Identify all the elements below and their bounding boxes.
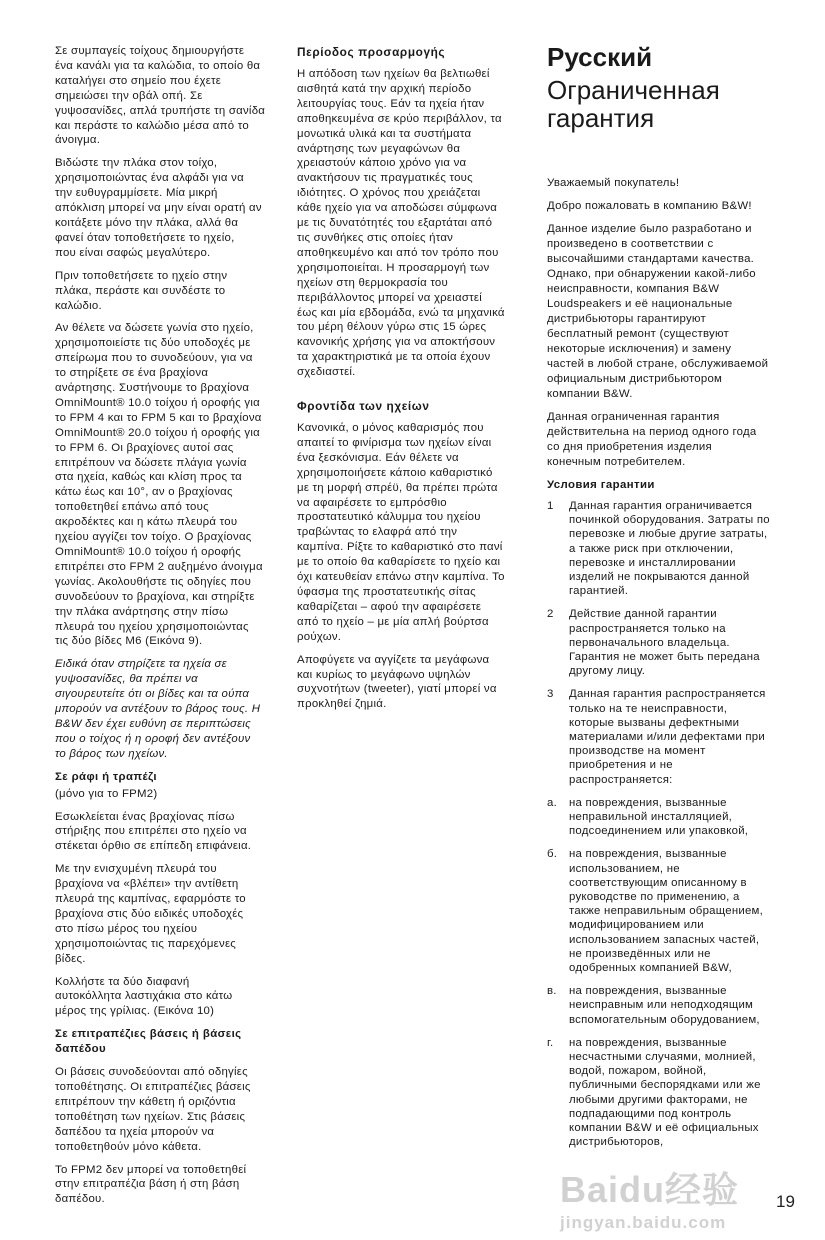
section-heading: Σε επιτραπέζιες βάσεις ή βάσεις δαπέδου: [55, 1028, 242, 1056]
paragraph: Με την ενισχυμένη πλευρά του βραχίονα να «βλέπει» την αντίθετη πλευρά της καμπίνας, εφαρμόστε το βραχίονα στις δύο ειδικές υποδοχές στο πίσω μέρος του ηχείου χρησιμοποιώντας τις παρεχόμενες βίδες.: [55, 863, 246, 965]
list-item: [547, 847, 787, 975]
page-title: Ограниченная гарантия: [547, 75, 720, 133]
list-item-text: Данная гарантия распространяется только на те неисправности, которые вызваны дефектными материалами и/или дефектами при производстве на момент приобретения и не распространяется:: [569, 688, 766, 786]
column-greek-installation: [55, 44, 290, 1215]
watermark-url: jingyan.baidu.com: [560, 1213, 727, 1232]
list-item: [547, 984, 787, 1027]
page-number: 19: [776, 1192, 795, 1211]
paragraph: Данная ограниченная гарантия действительна на период одного года со дня приобретения изделия конечным потребителем.: [547, 411, 757, 468]
list-item-text: Данная гарантия ограничивается починкой оборудования. Затраты по перевозке и любые другие затраты, а также риск при отключении, перевозке и инсталлировании изделий не покрываются данной гарантией.: [569, 499, 770, 598]
paragraph: Το FPM2 δεν μπορεί να τοποθετηθεί στην επιτραπέζια βάση ή στη βάση δαπέδου.: [55, 1163, 247, 1206]
section-heading: Σε ράφι ή τραπέζι: [55, 770, 157, 783]
list-item-text: Действие данной гарантии распространяется только на первоначального владельца. Гарантия не может быть передана другому лицу.: [569, 608, 760, 678]
column-greek-care: [297, 44, 532, 720]
watermark-logo: Baidu经验: [560, 1169, 740, 1210]
paragraph: Βιδώστε την πλάκα στον τοίχο, χρησιμοποιώντας ένα αλφάδι για να την ευθυγραμμίσετε. Μία μικρή απόκλιση μπορεί να μην είναι ορατή αν κοιτάξετε μόνο την πλάκα, αλλά θα φανεί όταν τοποθετήσετε το ηχείο, που είναι σαφώς μεγαλύτερο.: [55, 157, 262, 259]
list-item-number: 2: [547, 608, 554, 621]
language-heading: Русский: [547, 42, 653, 72]
section-heading: Περίοδος προσαρμογής: [297, 45, 446, 59]
list-item-text: на повреждения, вызванные неправильной инсталляцией, подсоединением или упаковкой,: [569, 796, 749, 838]
list-item: [547, 687, 787, 786]
list-item-number: в.: [547, 985, 557, 998]
list-item-number: г.: [547, 1036, 554, 1049]
list-item: [547, 796, 787, 839]
paragraph: Данное изделие было разработано и произведено в соответствии с высочайшими стандартами качества. Однако, при обнаружении какой-либо неисправности, компания B&W Loudspeakers и её национальные дистрибьюторы гарантируют бесплатный ремонт (существуют некоторые исключения) и замену частей в любой стране, обслуживаемой официальным дистрибьютором компании B&W.: [547, 223, 769, 400]
paragraph: Πριν τοποθετήσετε το ηχείο στην πλάκα, περάστε και συνδέστε το καλώδιο.: [55, 269, 228, 312]
paragraph: Уважаемый покупатель!: [547, 177, 680, 189]
column-russian-warranty: [547, 44, 787, 1158]
warranty-conditions-list: [547, 499, 787, 1150]
list-item-number: а.: [547, 796, 557, 809]
list-item-number: 1: [547, 499, 554, 512]
paragraph: Αποφύγετε να αγγίζετε τα μεγάφωνα και κυρίως το μεγάφωνο υψηλών συχνοτήτων (tweeter), γιατί μπορεί να προκληθεί ζημιά.: [297, 653, 497, 711]
list-item: [547, 1036, 787, 1150]
paragraph: Οι βάσεις συνοδεύονται από οδηγίες τοποθέτησης. Οι επιτραπέζιες βάσεις επιτρέπουν την κάθετη ή οριζόντια τοποθέτηση των ηχείων. Στις βάσεις δαπέδου τα ηχεία μπορούν να τοποθετηθούν μόνο κάθετα.: [55, 1066, 251, 1153]
paragraph: Κολλήστε τα δύο διαφανή αυτοκόλλητα λαστιχάκια στο κάτω μέρος της γρίλιας. (Εικόνα 10): [55, 975, 233, 1018]
list-item: [547, 499, 787, 598]
paragraph: Σε συμπαγείς τοίχους δημιουργήστε ένα κανάλι για τα καλώδια, το οποίο θα καταλήγει στο σημείο που έχετε σημειώσει την οβάλ οπή. Σε γυψοσανίδες, απλά τρυπήστε τη σανίδα και περάστε το καλώδιο μέσα από το άνοιγμα.: [55, 45, 266, 147]
list-item-text: на повреждения, вызванные несчастными случаями, молнией, водой, пожаром, войной, публичными беспорядками или же любыми другими факторами, не подпадающими под контроль компании B&W и её официальных дистрибьюторов,: [569, 1036, 761, 1149]
section-subheading: (μόνο για το FPM2): [55, 787, 158, 800]
paragraph: Εσωκλείεται ένας βραχίονας πίσω στήριξης που επιτρέπει στο ηχείο να στέκεται όρθιο σε επίπεδη επιφάνεια.: [55, 810, 252, 853]
paragraph: Αν θέλετε να δώσετε γωνία στο ηχείο, χρησιμοποιείστε τις δύο υποδοχές με σπείρωμα που το συνοδεύουν, για να το στηρίξετε σε ένα βραχίονα ανάρτησης. Συστήνουμε το βραχίονα OmniMount® 10.0 τοίχου ή οροφής για το FPM 4 και το FPM 5 και το βραχίονα OmniMount® 20.0 τοίχου ή οροφής για το FPM 6. Οι βραχίονες αυτοί σας επιτρέπουν να δώσετε πλάγια γωνία στα ηχεία, καθώς και κλίση προς τα κάτω έως και 10°, αν ο βραχίονας τοποθετηθεί επάνω από τους ακροδέκτες και η κάτω πλευρά του ηχείου αγγίζει τον τοίχο. Ο βραχίονας OmniMount® 10.0 τοίχου ή οροφής επιτρέπει στο FPM 2 αυξημένο άνοιγμα γωνίας. Ακολουθήστε τις οδηγίες που συνοδεύουν το βραχίονα, και στηρίξτε την πλάκα ανάρτησης στην πίσω πλευρά του ηχείου χρησιμοποιώντας τις δύο βίδες M6 (Εικόνα 9).: [55, 322, 263, 648]
section-heading: Φροντίδα των ηχείων: [297, 399, 430, 414]
paragraph: Добро пожаловать в компанию B&W!: [547, 200, 752, 212]
warning-paragraph: Ειδικά όταν στηρίζετε τα ηχεία σε γυψοσανίδες, θα πρέπει να σιγουρευτείτε ότι οι βίδες και τα ούπα μπορούν να αντέξουν το βάρος τους. Η B&W δεν έχει ευθύνη σε περιπτώσεις που ο τοίχος ή η οροφή δεν αντέξουν το βάρος των ηχείων.: [55, 658, 261, 760]
list-item-text: на повреждения, вызванные использованием, не соответствующим описанному в руководстве по применению, а также неправильным обращением, модифицированием или использованием запасных частей, не произведённых или не одобренных компанией B&W,: [569, 848, 764, 974]
list-item-number: б.: [547, 848, 558, 861]
paragraph: Η απόδοση των ηχείων θα βελτιωθεί αισθητά κατά την αρχική περίοδο λειτουργίας τους. Εάν τα ηχεία ήταν αποθηκευμένα σε κρύο περιβάλλον, τα μονωτικά υλικά και τα συστήματα ανάρτησης των μεγαφώνων θα χρειαστούν κάποιο χρόνο για να ανακτήσουν τις πραγματικές τους ιδιότητες. Ο χρόνος που χρειάζεται κάθε ηχείο για να αποδώσει σύμφωνα με τις δυνατότητές του εξαρτάται από τις συνθήκες στις οποίες ήταν αποθηκευμένο και από τον τρόπο που χρησιμοποιείται. Η προσαρμογή των ηχείων στη θερμοκρασία του περιβάλλοντος μπορεί να χρειαστεί έως και μία εβδομάδα, ενώ τα μηχανικά του μέρη θέλουν γύρω στις 15 ώρες κανονικής χρήσης για να αποκτήσουν τα χαρακτηριστικά με τα οποία έχουν σχεδιαστεί.: [297, 68, 505, 379]
list-item-number: 3: [547, 688, 554, 701]
section-heading: Условия гарантии: [547, 479, 655, 491]
list-item-text: на повреждения, вызванные неисправным или неподходящим вспомогательным оборудованием,: [569, 985, 760, 1026]
list-item: [547, 607, 787, 678]
paragraph: Κανονικά, ο μόνος καθαρισμός που απαιτεί το φινίρισμα των ηχείων είναι ένα ξεσκόνισμα. Εάν θέλετε να χρησιμοποιήσετε κάποιο καθαριστικό με τη μορφή σπρέϋ, θα πρέπει πρώτα να αφαιρέσετε το εμπρόσθιο προστατευτικό κάλυμμα του ηχείου τραβώντας το ελαφρά από την καμπίνα. Ρίξτε το καθαριστικό στο πανί με το οποίο θα καθαρίσετε το ηχείο και όχι κατευθείαν επάνω στην καμπίνα. Το ύφασμα της προστατευτικής σίτας καθαρίζεται – αφού την αφαιρέσετε από το ηχείο – με μία απλή βούρτσα ρούχων.: [297, 422, 505, 643]
